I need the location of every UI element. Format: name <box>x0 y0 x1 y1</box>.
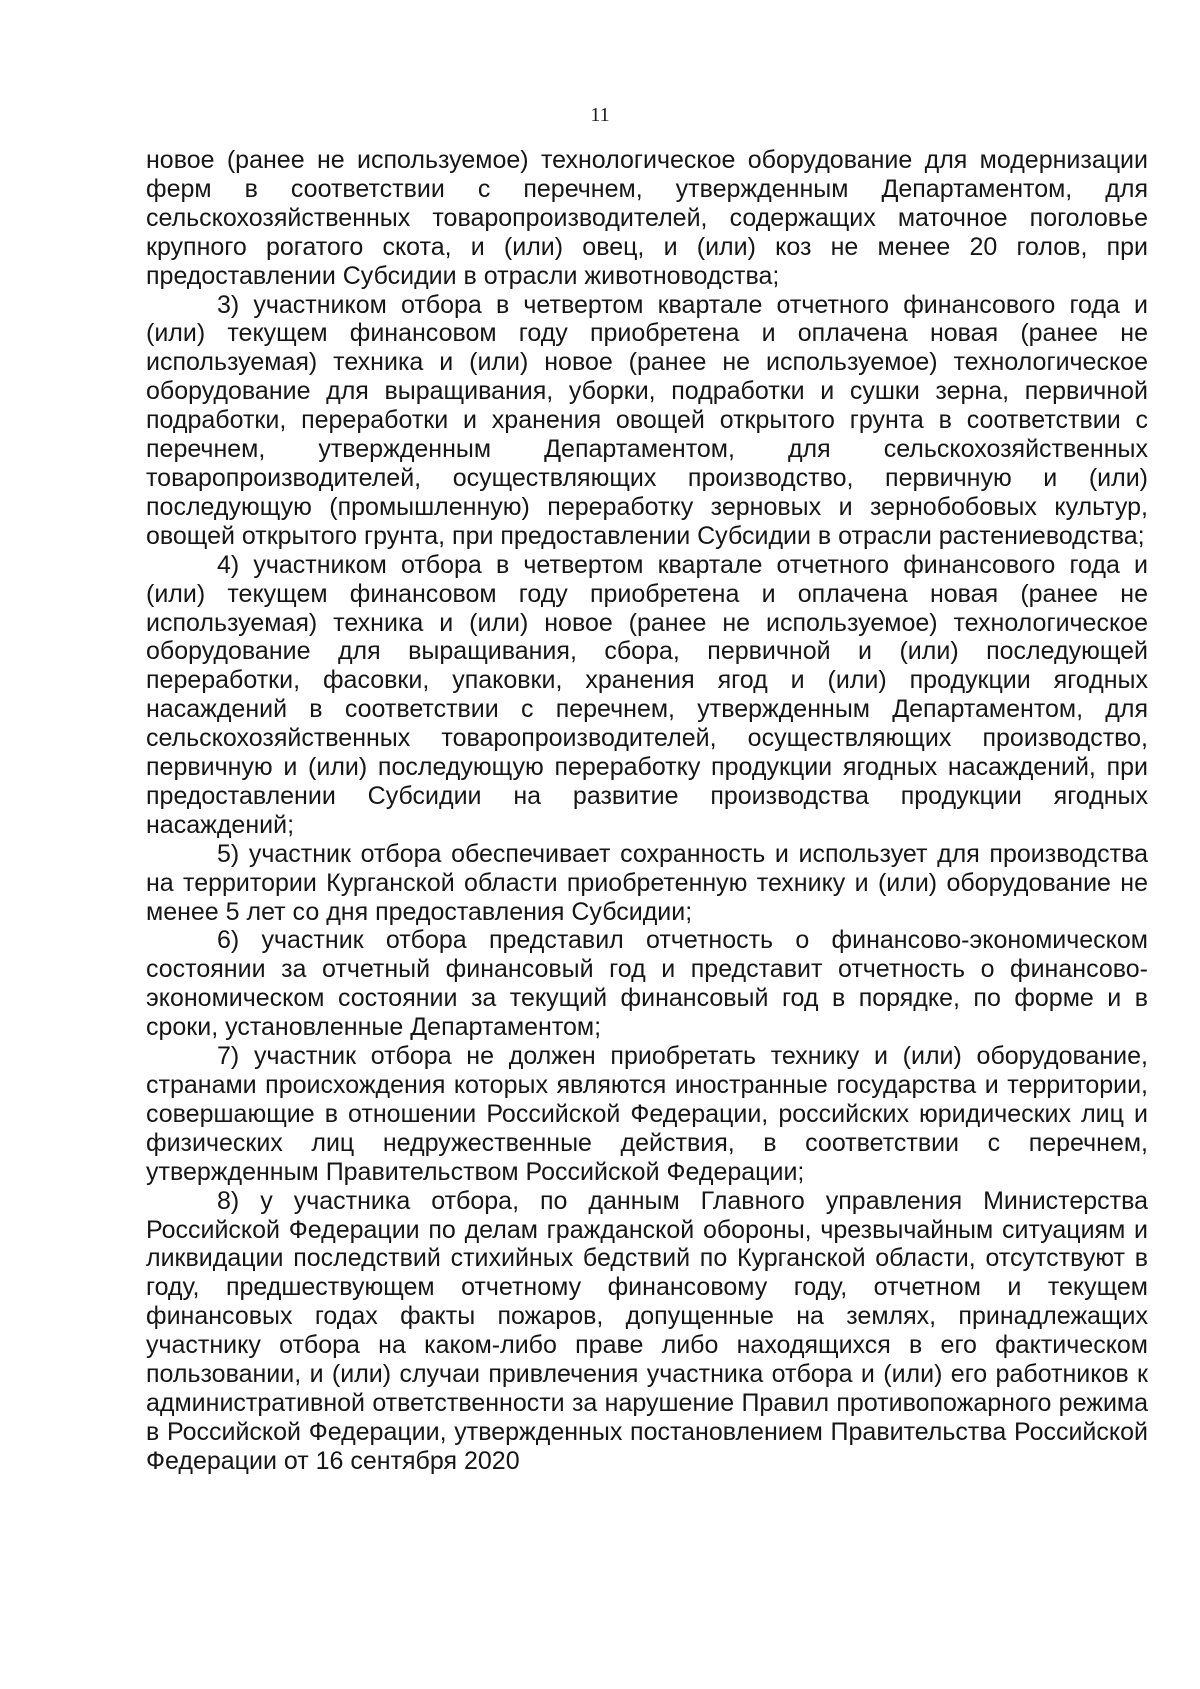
paragraph-item-3: 3) участником отбора в четвертом квартале отчетного финансового года и (или) текущем финансовом году приобретена и оплачена новая (ранее не используемая) техника и (или) новое (ранее не используемое) технологическое оборудование для выращивания, уборки, подработки и сушки зерна, первичной подработки, переработки и хранения овощей открытого грунта в соответствии с перечнем, утвержденным Департаментом, для сельскохозяйственных товаропроизводителей, осуществляющих производство, первичную и (или) последующую (промышленную) переработку зерновых и зернобобовых культур, овощей открытого грунта, при предоставлении Субсидии в отрасли растениеводства; <box>146 290 1148 550</box>
paragraph-item-7: 7) участник отбора не должен приобретать технику и (или) оборудование, странами происхождения которых являются иностранные государства и территории, совершающие в отношении Российской Федерации, российских юридических лиц и физических лиц недружественные действия, в соответствии с перечнем, утвержденным Правительством Российской Федерации; <box>146 1042 1148 1186</box>
paragraph-item-5: 5) участник отбора обеспечивает сохранность и использует для производства на территории Курганской области приобретенную технику и (или) оборудование не менее 5 лет со дня предоставления Субсидии; <box>146 839 1148 926</box>
paragraph-item-6: 6) участник отбора представил отчетность о финансово-экономическом состоянии за отчетный финансовый год и представит отчетность о финансово-экономическом состоянии за текущий финансовый год в порядке, по форме и в сроки, установленные Департаментом; <box>146 926 1148 1042</box>
paragraph-item-8: 8) у участника отбора, по данным Главного управления Министерства Российской Федерации по делам гражданской обороны, чрезвычайным ситуациям и ликвидации последствий стихийных бедствий по Курганской области, отсутствуют в году, предшествующем отчетному финансовому году, отчетном и текущем финансовых годах факты пожаров, допущенные на землях, принадлежащих участнику отбора на каком-либо праве либо находящихся в его фактическом пользовании, и (или) случаи привлечения участника отбора и (или) его работников к административной ответственности за нарушение Правил противопожарного режима в Российской Федерации, утвержденных постановлением Правительства Российской Федерации от 16 сентября 2020 <box>146 1186 1148 1475</box>
paragraph-item-4: 4) участником отбора в четвертом квартале отчетного финансового года и (или) текущем финансовом году приобретена и оплачена новая (ранее не используемая) техника и (или) новое (ранее не используемое) технологическое оборудование для выращивания, сбора, первичной и (или) последующей переработки, фасовки, упаковки, хранения ягод и (или) продукции ягодных насаждений в соответствии с перечнем, утвержденным Департаментом, для сельскохозяйственных товаропроизводителей, осуществляющих производство, первичную и (или) последующую переработку продукции ягодных насаждений, при предоставлении Субсидии на развитие производства продукции ягодных насаждений; <box>146 550 1148 839</box>
paragraph-continuation: новое (ранее не используемое) технологическое оборудование для модернизации ферм в соответствии с перечнем, утвержденным Департаментом, для сельскохозяйственных товаропроизводителей, содержащих маточное поголовье крупного рогатого скота, и (или) овец, и (или) коз не менее 20 голов, при предоставлении Субсидии в отрасли животноводства; <box>146 146 1148 290</box>
page-number: 11 <box>590 104 610 126</box>
document-body <box>146 146 1148 1476</box>
